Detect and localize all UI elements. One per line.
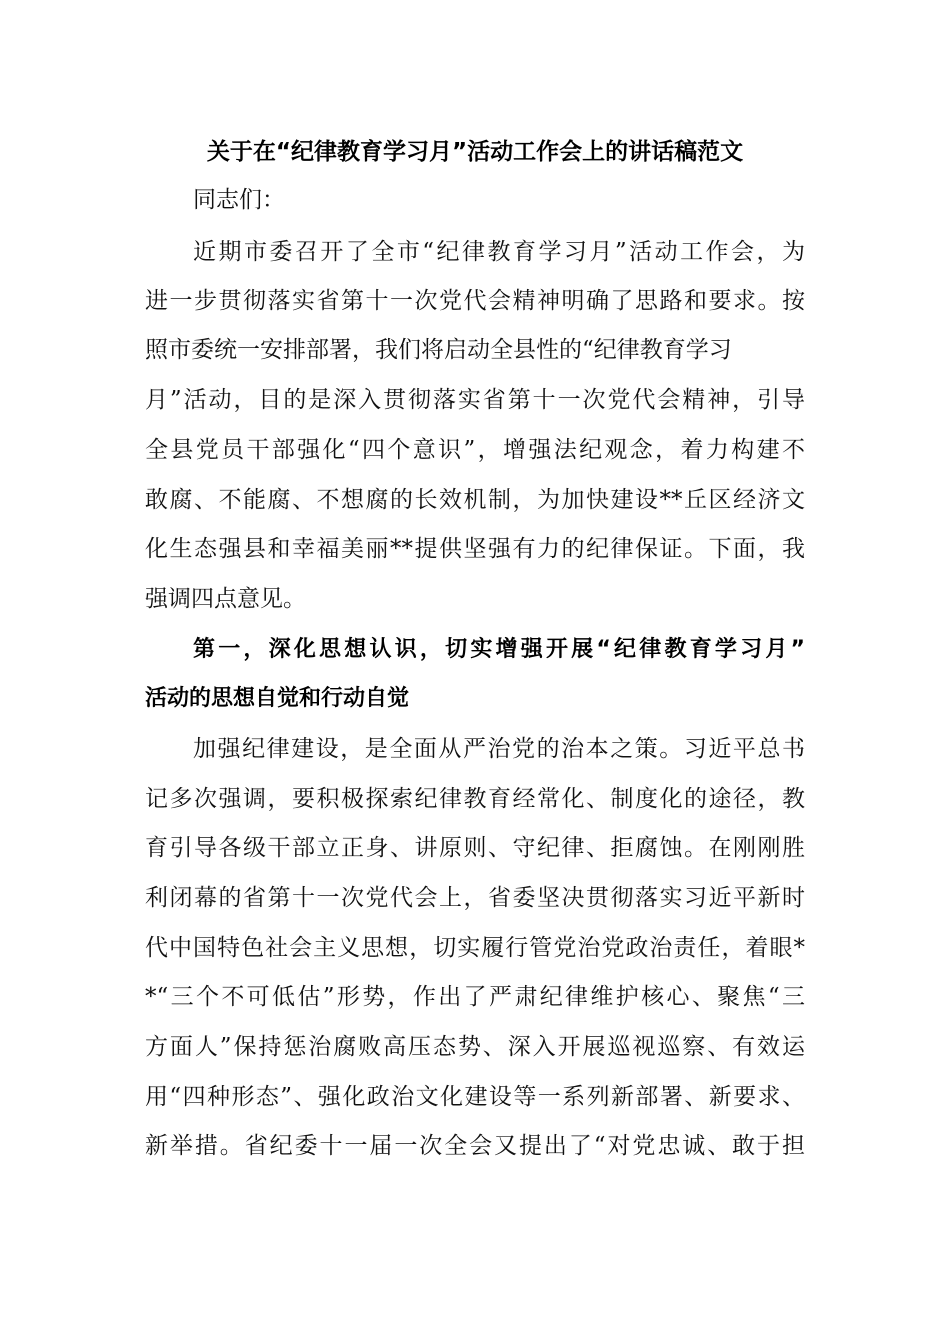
paragraph-2-line: 加强纪律建设，是全面从严治党的治本之策。习近平总书 xyxy=(193,736,805,762)
paragraph-1-line: 进一步贯彻落实省第十一次党代会精神明确了思路和要求。按 xyxy=(145,288,805,314)
section-heading-line: 第一，深化思想认识，切实增强开展“纪律教育学习月” xyxy=(193,637,805,662)
paragraph-1-line: 化生态强县和幸福美丽**提供坚强有力的纪律保证。下面，我 xyxy=(145,536,805,562)
paragraph-1-line: 强调四点意见。 xyxy=(145,586,306,612)
paragraph-2-line: 新举措。省纪委十一届一次全会又提出了“对党忠诚、敢于担 xyxy=(145,1133,805,1159)
paragraph-1-line: 近期市委召开了全市“纪律教育学习月”活动工作会，为 xyxy=(193,239,805,265)
paragraph-2-line: 方面人”保持惩治腐败高压态势、深入开展巡视巡察、有效运 xyxy=(145,1034,805,1060)
paragraph-1-line: 照市委统一安排部署，我们将启动全县性的“纪律教育学习 xyxy=(145,337,732,363)
paragraph-2-line: 记多次强调，要积极探索纪律教育经常化、制度化的途径，教 xyxy=(145,786,805,812)
salutation: 同志们： xyxy=(193,187,285,213)
document-title: 关于在“纪律教育学习月”活动工作会上的讲话稿范文 xyxy=(206,139,744,165)
section-heading-line: 活动的思想自觉和行动自觉 xyxy=(145,686,410,711)
paragraph-1-line: 月”活动，目的是深入贯彻落实省第十一次党代会精神，引导 xyxy=(145,387,805,413)
paragraph-2-line: 育引导各级干部立正身、讲原则、守纪律、拒腐蚀。在刚刚胜 xyxy=(145,835,805,861)
paragraph-2-line: *“三个不可低估”形势，作出了严肃纪律维护核心、聚焦“三 xyxy=(145,984,805,1010)
paragraph-2-line: 利闭幕的省第十一次党代会上，省委坚决贯彻落实习近平新时 xyxy=(145,885,805,911)
paragraph-2-line: 用“四种形态”、强化政治文化建设等一系列新部署、新要求、 xyxy=(145,1084,805,1110)
paragraph-2-line: 代中国特色社会主义思想，切实履行管党治党政治责任，着眼* xyxy=(145,935,805,961)
paragraph-1-line: 全县党员干部强化“四个意识”，增强法纪观念，着力构建不 xyxy=(145,437,805,463)
paragraph-1-line: 敢腐、不能腐、不想腐的长效机制，为加快建设**丘区经济文 xyxy=(145,487,805,513)
